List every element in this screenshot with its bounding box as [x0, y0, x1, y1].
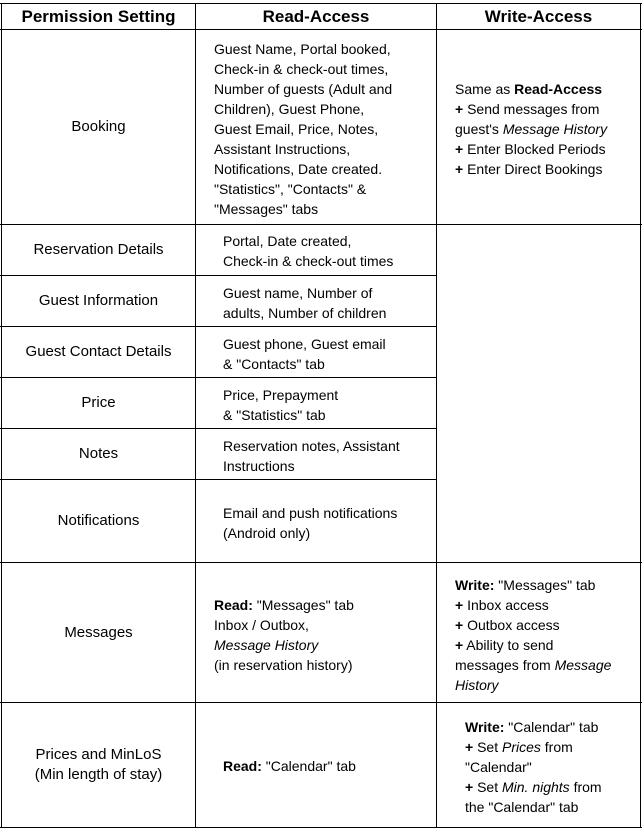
notifications-read-access	[223, 503, 435, 543]
booking-read-line: Check-in & check-out times,	[214, 61, 389, 77]
row-label-price: Price	[81, 394, 116, 411]
booking-read-line: Children), Guest Phone,	[214, 101, 365, 117]
row-label-messages: Messages	[64, 623, 133, 641]
grid-line	[436, 3, 437, 828]
row-label-booking: Booking	[71, 118, 126, 135]
price-read-access	[223, 385, 435, 425]
row-label-reservation-details: Reservation Details	[33, 241, 164, 258]
booking-read-line: "Messages" tabs	[214, 201, 319, 217]
read-line: Message History	[214, 637, 319, 653]
read-line: Read: "Calendar" tab	[223, 758, 356, 774]
read-line: Read: "Messages" tab	[214, 597, 354, 613]
row-label-notifications: Notifications	[57, 512, 140, 529]
read-line: Price, Prepayment	[223, 387, 339, 403]
read-line: Check-in & check-out times	[223, 253, 394, 269]
header-read-access: Read-Access	[262, 7, 370, 26]
row-label-guest-information: Guest Information	[38, 292, 159, 309]
booking-read-line: Notifications, Date created.	[214, 161, 383, 177]
read-line: Guest phone, Guest email	[223, 336, 386, 352]
guest-information-read-access	[223, 283, 435, 323]
write-line: + Set Min. nights from	[465, 779, 602, 795]
row-label-prices-minlos	[2, 703, 195, 827]
read-line: & "Contacts" tab	[223, 356, 325, 372]
prices-label-line: Prices and MinLoS	[35, 746, 162, 763]
row-label-guest-contact-details: Guest Contact Details	[25, 343, 172, 360]
read-line: adults, Number of children	[223, 305, 387, 321]
grid-line	[640, 3, 641, 828]
write-line: + Enter Blocked Periods	[455, 141, 606, 157]
write-line: + Outbox access	[455, 617, 560, 633]
write-line: + Send messages from	[455, 101, 600, 117]
messages-read-access	[214, 595, 434, 675]
header-write-access: Write-Access	[484, 7, 593, 26]
write-line: + Set Prices from	[465, 739, 573, 755]
write-line: + Enter Direct Bookings	[455, 161, 603, 177]
grid-line	[195, 3, 196, 828]
reservation-read-access	[223, 231, 435, 271]
messages-write-access	[455, 575, 639, 695]
booking-read-line: Assistant Instructions,	[214, 141, 351, 157]
booking-read-line: Number of guests (Adult and	[214, 81, 393, 97]
write-line: Same as Read-Access	[455, 81, 603, 97]
write-line: the "Calendar" tab	[465, 799, 579, 815]
prices-label-line: (Min length of stay)	[34, 766, 163, 783]
read-line: Guest name, Number of	[223, 285, 373, 301]
write-line: + Ability to send	[455, 637, 554, 653]
read-line: Email and push notifications	[223, 505, 398, 521]
booking-read-line: Guest Name, Portal booked,	[214, 41, 391, 57]
read-line: (in reservation history)	[214, 657, 353, 673]
notes-read-access	[223, 436, 435, 476]
write-line: + Inbox access	[455, 597, 549, 613]
read-line: Reservation notes, Assistant	[223, 438, 400, 454]
write-line: messages from Message	[455, 657, 612, 673]
prices-write-access	[465, 717, 639, 817]
read-line: Inbox / Outbox,	[214, 617, 309, 633]
grid-line	[0, 827, 642, 828]
write-line: Write: "Calendar" tab	[465, 719, 599, 735]
booking-read-line: "Statistics", "Contacts" &	[214, 181, 367, 197]
header-permission-setting: Permission Setting	[21, 7, 176, 26]
booking-read-line: Guest Email, Price, Notes,	[214, 121, 379, 137]
write-line: History	[455, 677, 499, 693]
guest-contact-read-access	[223, 334, 435, 374]
prices-read-access	[223, 756, 435, 776]
booking-write-access	[455, 79, 639, 179]
row-label-notes: Notes	[78, 445, 119, 462]
read-line: Instructions	[223, 458, 295, 474]
read-line: Portal, Date created,	[223, 233, 352, 249]
read-line: (Android only)	[223, 525, 311, 541]
write-line: "Calendar"	[465, 759, 532, 775]
write-line: Write: "Messages" tab	[455, 577, 596, 593]
write-line: guest's Message History	[455, 121, 608, 137]
read-line: & "Statistics" tab	[223, 407, 326, 423]
booking-read-access	[214, 39, 434, 219]
